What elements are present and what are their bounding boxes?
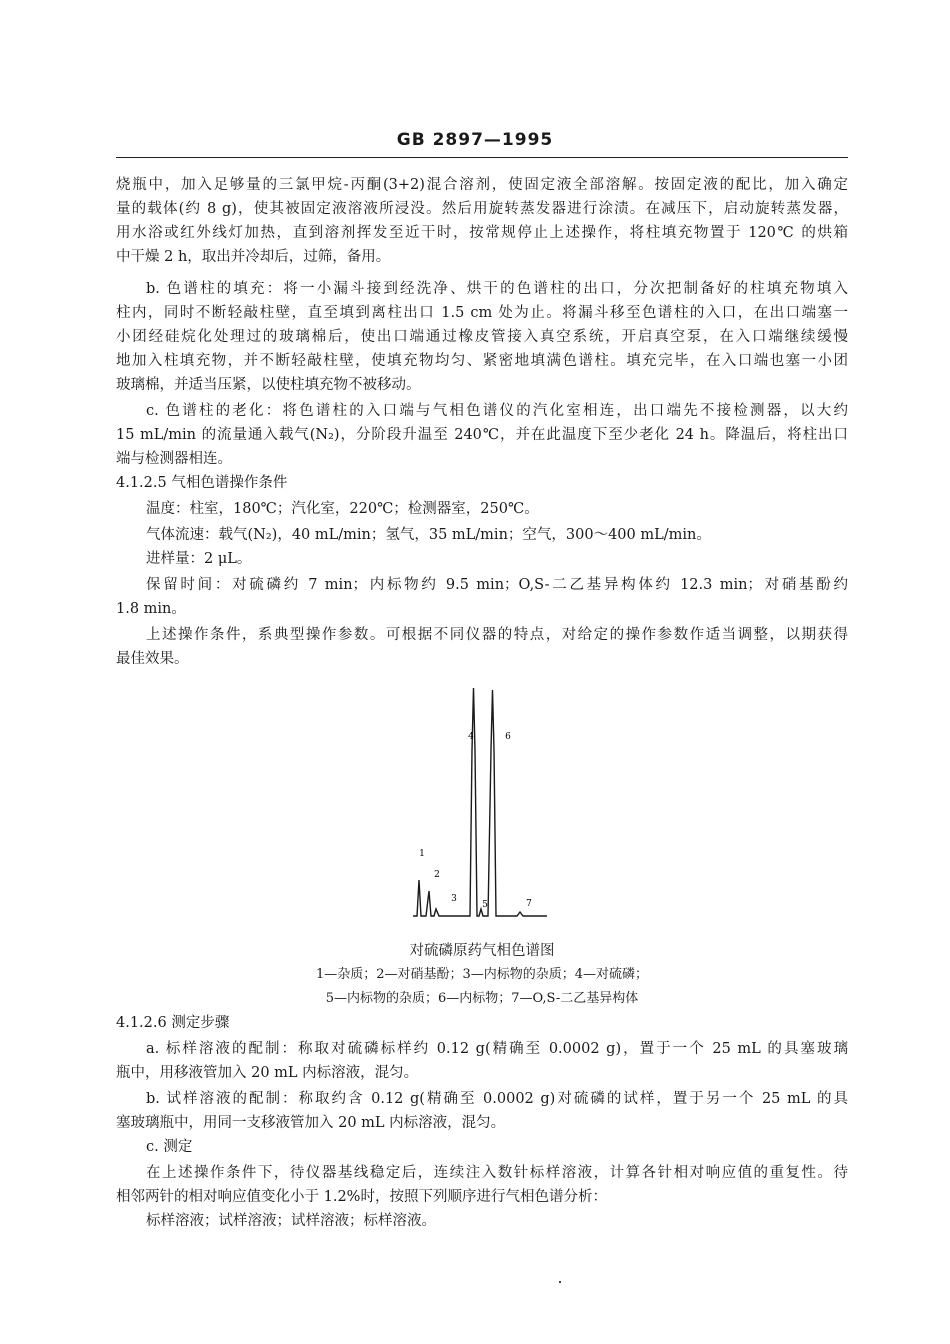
text-line: a. 标样溶液的配制：称取对硫磷标样约 0.12 g(精确至 0.0002 g)，置于一个 25 mL 的具塞玻璃 bbox=[146, 1041, 848, 1057]
peak-label: 3 bbox=[451, 894, 457, 904]
text-line: 15 mL/min 的流量通入载气(N₂)，分阶段升温至 240℃，并在此温度下至少老化 24 h。降温后，将柱出口 bbox=[116, 427, 848, 443]
text-line: 气体流速：载气(N₂)，40 mL/min；氢气，35 mL/min；空气，300～400 mL/min。 bbox=[146, 527, 711, 543]
text-line: 温度：柱室，180℃；汽化室，220℃；检测器室，250℃。 bbox=[146, 501, 539, 517]
text-line: 用水浴或红外线灯加热，直到溶剂挥发至近干时，按常规停止上述操作，将柱填充物置于 120℃ 的烘箱 bbox=[116, 225, 848, 241]
text-line: 相邻两针的相对响应值变化小于 1.2%时，按照下列顺序进行气相色谱分析： bbox=[116, 1189, 607, 1205]
text-line: 最佳效果。 bbox=[116, 651, 189, 667]
standard-code-header: GB 2897—1995 bbox=[396, 130, 554, 150]
peak-label: 4 bbox=[468, 732, 474, 742]
text-line: 柱内，同时不断轻敲柱壁，直至填到离柱出口 1.5 cm 处为止。将漏斗移至色谱柱的入口，在出口端塞一 bbox=[116, 305, 848, 321]
text-line: 塞玻璃瓶中，用同一支移液管加入 20 mL 内标溶液，混匀。 bbox=[116, 1115, 506, 1131]
peak-label: 2 bbox=[434, 870, 440, 880]
peak-label: 5 bbox=[482, 900, 488, 910]
figure-legend: 1—杂质；2—对硝基酚；3—内标物的杂质；4—对硫磷； bbox=[315, 967, 649, 982]
text-line: 量的载体(约 8 g)，使其被固定液溶液所浸没。然后用旋转蒸发器进行涂渍。在减压下，启动旋转蒸发器， bbox=[116, 201, 848, 217]
peak-label: 7 bbox=[526, 899, 532, 909]
text-line: 标样溶液；试样溶液；试样溶液；标样溶液。 bbox=[146, 1213, 436, 1229]
header-rule bbox=[116, 157, 848, 158]
figure-caption: 对硫磷原药气相色谱图 bbox=[409, 943, 555, 959]
chromatogram-figure bbox=[405, 680, 555, 920]
text-line: 1.8 min。 bbox=[116, 601, 186, 617]
text-line: 瓶中，用移液管加入 20 mL 内标溶液，混匀。 bbox=[116, 1065, 419, 1081]
scan-speck bbox=[559, 1281, 561, 1283]
text-line: 小团经硅烷化处理过的玻璃棉后，使出口端通过橡皮管接入真空系统，开启真空泵，在入口端继续缓慢 bbox=[116, 329, 848, 345]
peak-label: 6 bbox=[505, 732, 511, 742]
section-heading: 4.1.2.5 气相色谱操作条件 bbox=[116, 475, 288, 491]
peak-label: 1 bbox=[419, 849, 425, 859]
text-line: 玻璃棉，并适当压紧，以使柱填充物不被移动。 bbox=[116, 377, 421, 393]
text-line: 在上述操作条件下，待仪器基线稳定后，连续注入数针标样溶液，计算各针相对响应值的重复性。待 bbox=[146, 1165, 848, 1181]
text-line: 烧瓶中，加入足够量的三氯甲烷-丙酮(3+2)混合溶剂，使固定液全部溶解。按固定液的配比，加入确定 bbox=[116, 177, 848, 193]
text-line: c. 测定 bbox=[146, 1139, 193, 1155]
text-line: b. 色谱柱的填充：将一小漏斗接到经洗净、烘干的色谱柱的出口，分次把制备好的柱填充物填入 bbox=[146, 281, 848, 297]
figure-legend: 5—内标物的杂质；6—内标物；7—O,S-二乙基异构体 bbox=[325, 991, 639, 1006]
text-line: c. 色谱柱的老化：将色谱柱的入口端与气相色谱仪的汽化室相连，出口端先不接检测器，以大约 bbox=[146, 403, 848, 419]
section-heading: 4.1.2.6 测定步骤 bbox=[116, 1015, 230, 1031]
text-line: 中干燥 2 h，取出并冷却后，过筛，备用。 bbox=[116, 249, 391, 265]
text-line: b. 试样溶液的配制：称取约含 0.12 g(精确至 0.0002 g)对硫磷的试样，置于另一个 25 mL 的具 bbox=[146, 1091, 848, 1107]
chromatogram-trace bbox=[413, 688, 547, 916]
text-line: 端与检测器相连。 bbox=[116, 451, 232, 467]
text-line: 保留时间：对硫磷约 7 min；内标物约 9.5 min；O,S-二乙基异构体约 12.3 min；对硝基酚约 bbox=[146, 577, 848, 593]
text-line: 地加入柱填充物，并不断轻敲柱壁，使填充物均匀、紧密地填满色谱柱。填充完毕，在入口端也塞一小团 bbox=[116, 353, 848, 369]
text-line: 上述操作条件，系典型操作参数。可根据不同仪器的特点，对给定的操作参数作适当调整，以期获得 bbox=[146, 627, 848, 643]
text-line: 进样量：2 μL。 bbox=[146, 551, 252, 567]
